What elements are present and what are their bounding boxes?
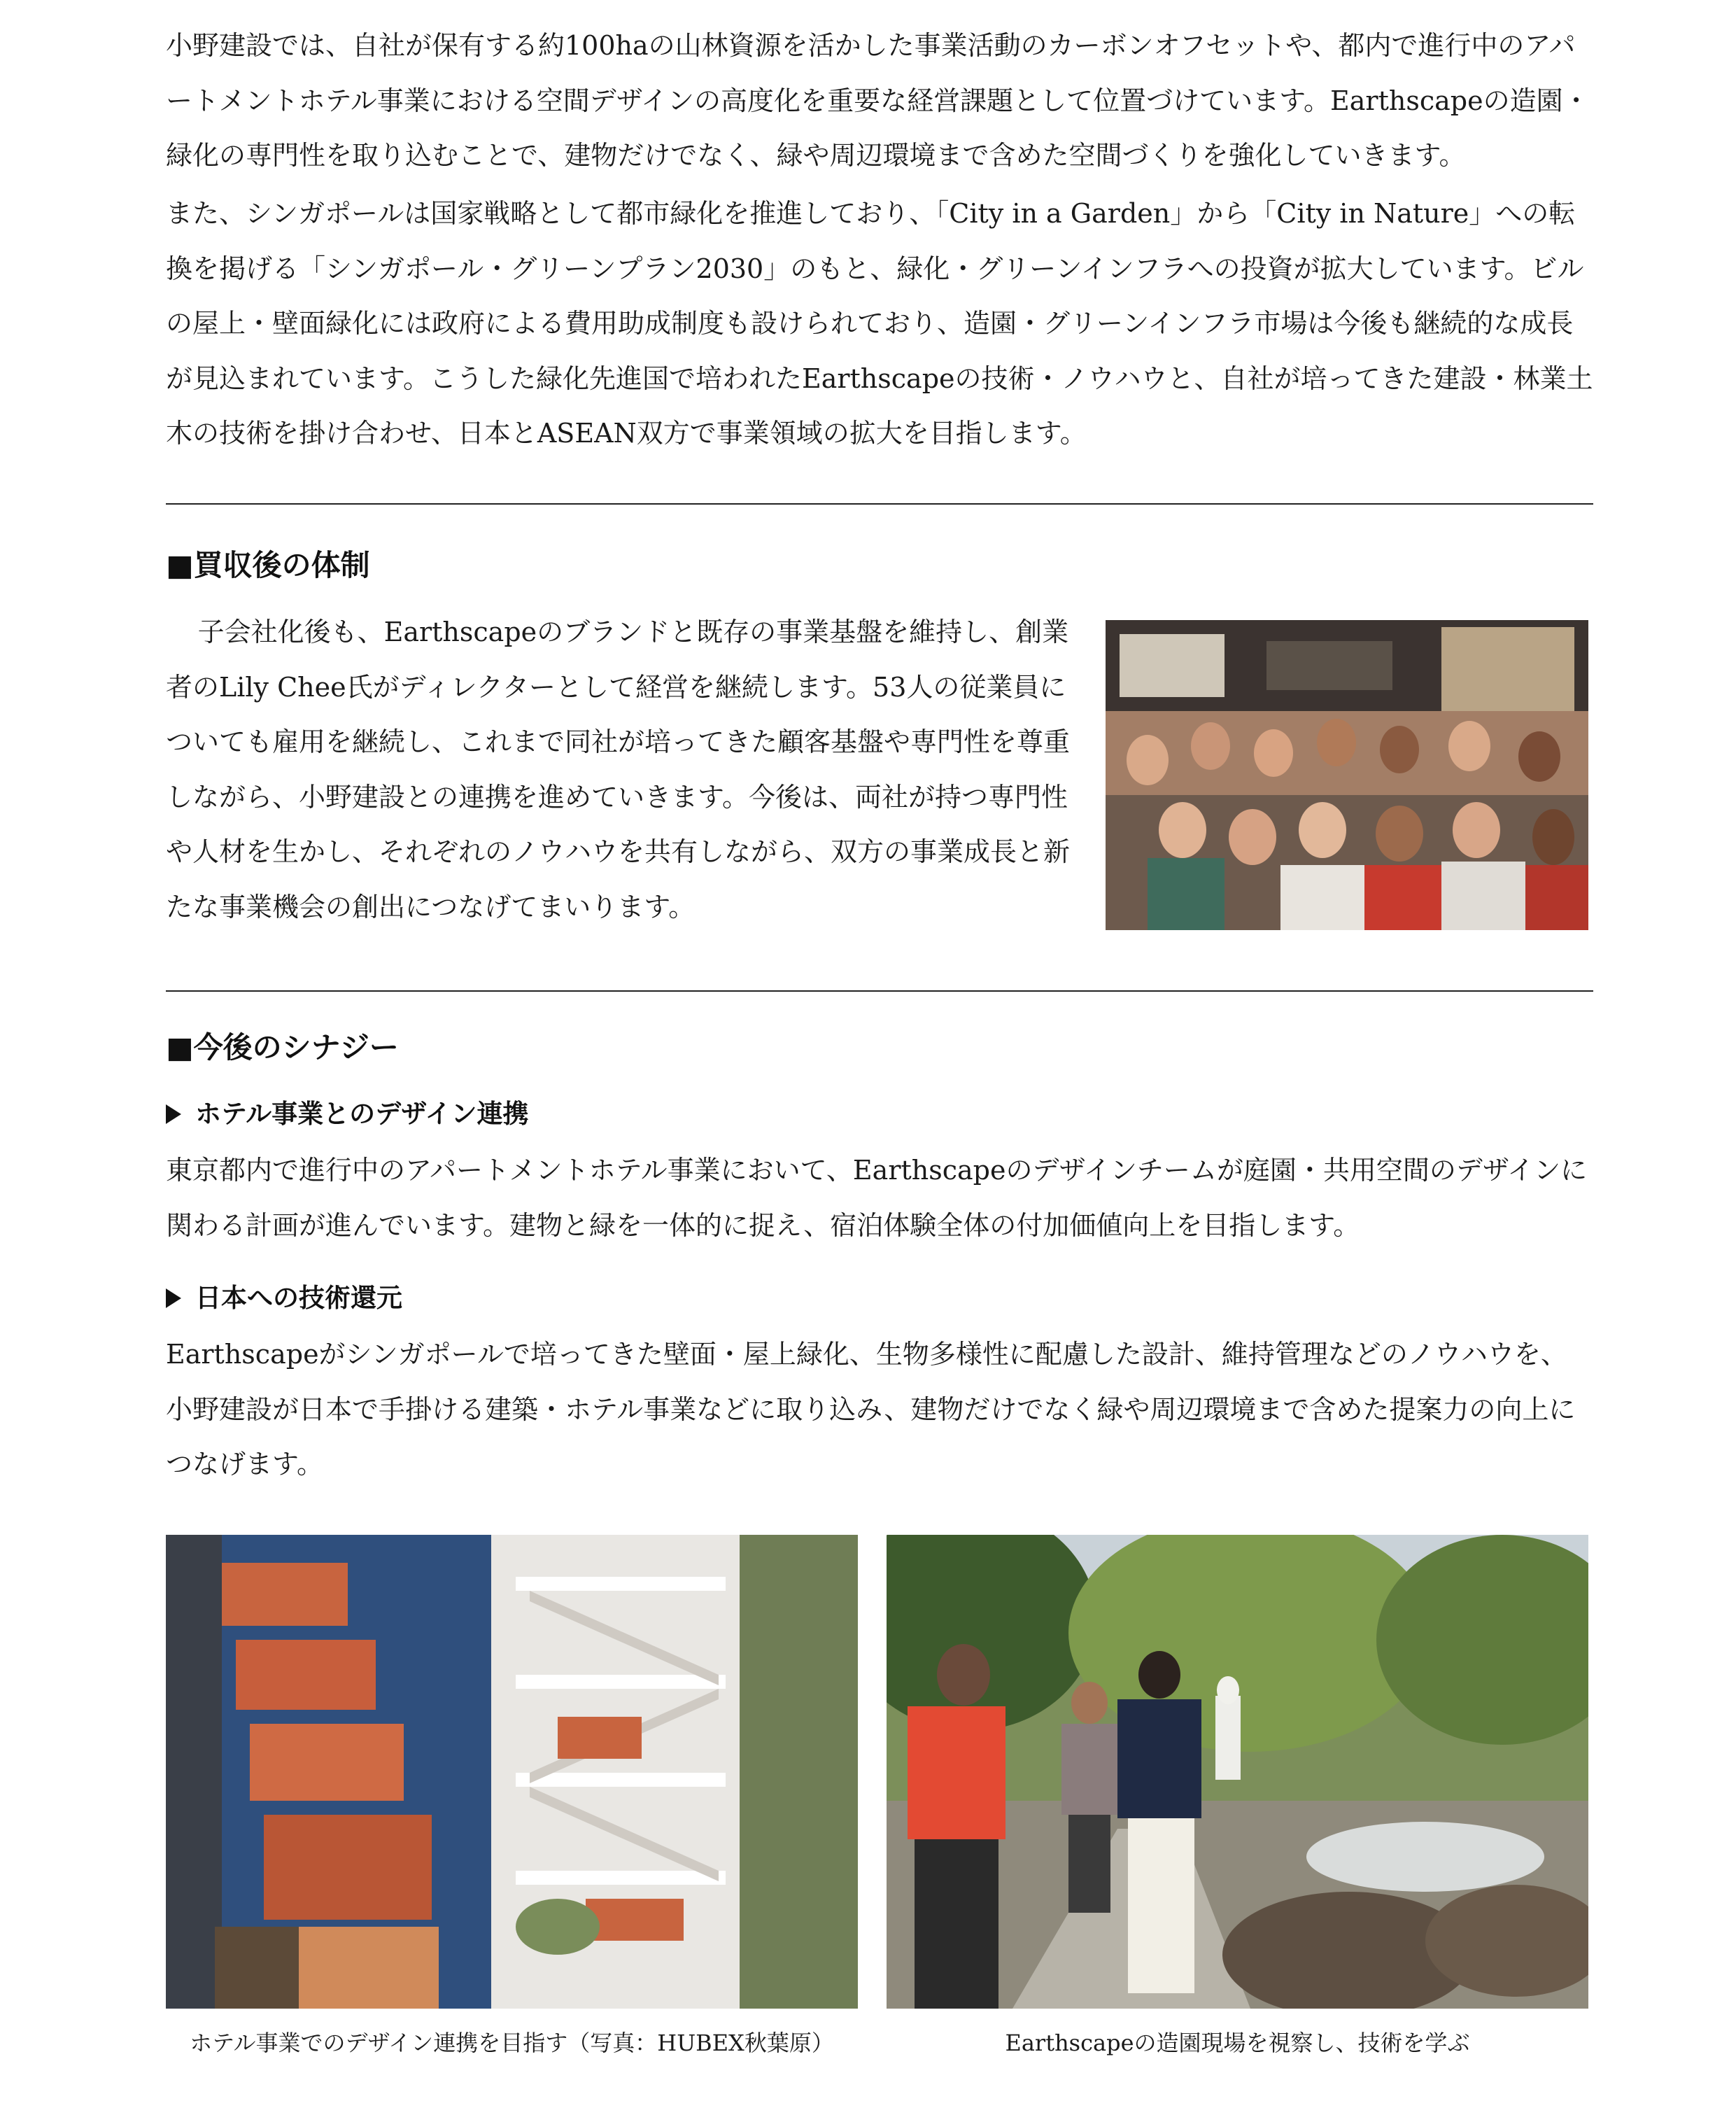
intro-paragraph-2: また、シンガポールは国家戦略として都市緑化を推進しており、「City in a Garden」から「City in Nature」への転換を掲げる「シンガポール・グリーンプラン2030」のもと、緑化・グリーンインフラへの投資が拡大しています。ビルの屋上・壁面緑化には政府による費用助成制度も設けられており、造園・グリーンインフラ市場は今後も継続的な成長が見込まれています。こうした緑化先進国で培われたEarthscapeの技術・ノウハウと、自社が培ってきた建設・林業土木の技術を掛け合わせ、日本とASEAN双方で事業領域の拡大を目指します。 [166, 198, 1593, 449]
caption-left: ホテル事業でのデザイン連携を目指す（写真：HUBEX秋葉原） [190, 2030, 834, 2056]
structure-paragraph: 子会社化後も、Earthscapeのブランドと既存の事業基盤を維持し、創業者のLily Chee氏がディレクターとして経営を継続します。53人の従業員についても雇用を継続し、これまで同社が培ってきた顧客基盤や専門性を尊重しながら、小野建設との連携を進めていきます。今後は、両社が持つ専門性や人材を生かし、それぞれのノウハウを共有しながら、双方の事業成長と新たな事業機会の創出につなげてまいります。 [166, 617, 1071, 922]
caption-right: Earthscapeの造園現場を視察し、技術を学ぶ [1005, 2030, 1470, 2056]
divider-1 [166, 503, 1593, 505]
synergy-item-1-title [166, 1094, 529, 1133]
synergy-item-2-body: Earthscapeがシンガポールで培ってきた壁面・屋上緑化、生物多様性に配慮した設計、維持管理などのノウハウを、小野建設が日本で手掛ける建築・ホテル事業などに取り込み、建物だけでなく緑や周辺環境まで含めた提案力の向上につなげます。 [166, 1339, 1576, 1480]
team-group-photo [1106, 620, 1588, 930]
hotel-building-photo [166, 1535, 858, 2009]
section-heading-synergy: ■今後のシナジー [166, 1030, 399, 1064]
synergy-item-2-title-text: 日本への技術還元 [195, 1282, 402, 1313]
intro-paragraph-1: 小野建設では、自社が保有する約100haの山林資源を活かした事業活動のカーボンオフセットや、都内で進行中のアパートメントホテル事業における空間デザインの高度化を重要な経営課題として位置づけています。Earthscapeの造園・緑化の専門性を取り込むことで、建物だけでなく、緑や周辺環境まで含めた空間づくりを強化していきます。 [166, 30, 1590, 171]
triangle-bullet-icon [166, 1104, 181, 1124]
synergy-item-1-body: 東京都内で進行中のアパートメントホテル事業において、Earthscapeのデザインチームが庭園・共用空間のデザインに関わる計画が進んでいます。建物と緑を一体的に捉え、宿泊体験全体の付加価値向上を目指します。 [166, 1155, 1588, 1241]
section-heading-structure: ■買収後の体制 [166, 548, 370, 582]
synergy-item-2-title [166, 1278, 402, 1317]
triangle-bullet-icon [166, 1288, 181, 1308]
synergy-item-1-title-text: ホテル事業とのデザイン連携 [195, 1098, 529, 1129]
garden-site-visit-photo [887, 1535, 1588, 2009]
divider-2 [166, 990, 1593, 992]
